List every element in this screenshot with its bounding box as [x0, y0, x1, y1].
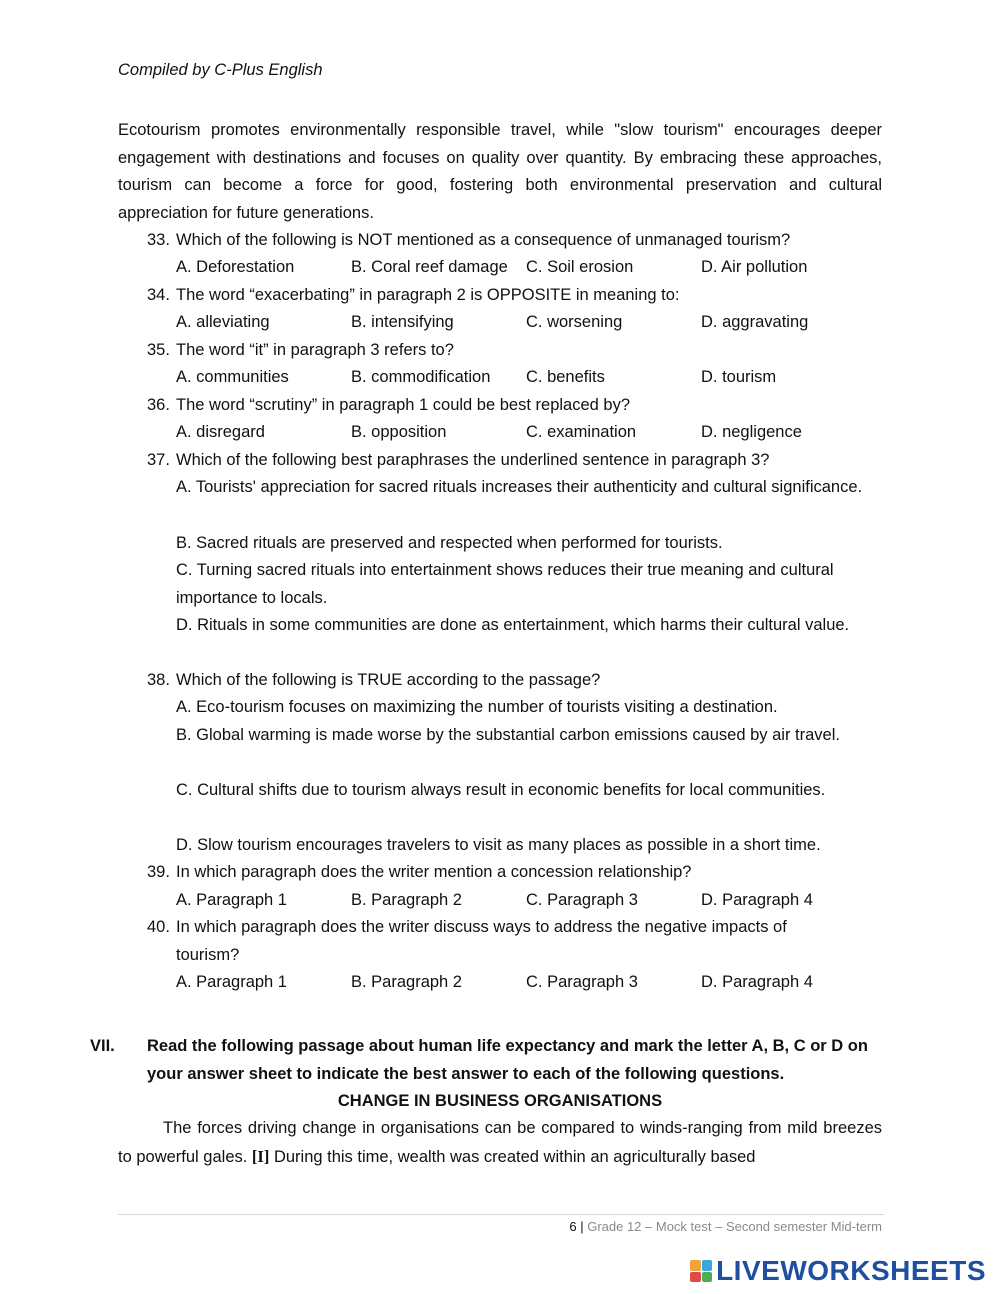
section-number: VII. — [90, 1037, 115, 1055]
question-number: 39. — [147, 863, 170, 881]
option-c[interactable]: C. Turning sacred rituals into entertainment shows reduces their true meaning and cultural importance to locals. — [176, 561, 834, 607]
option-b[interactable]: B. Sacred rituals are preserved and respected when performed for tourists. — [176, 534, 723, 552]
option-a[interactable]: A. alleviating — [176, 313, 270, 331]
intro-paragraph: Ecotourism promotes environmentally responsible travel, while "slow tourism" encourages deeper engagement with destinations and focuses on quality over quantity. By embracing these approaches, tourism can become a force for good, fostering both environmental preservation and cultural appreciation for future generations. — [118, 121, 882, 222]
question-text: Which of the following best paraphrases the underlined sentence in paragraph 3? — [176, 451, 770, 469]
footer-separator: | — [580, 1219, 584, 1234]
section-instruction: Read the following passage about human life expectancy and mark the letter A, B, C or D on your answer sheet to indicate the best answer to each of the following questions. — [147, 1037, 868, 1083]
question-37 — [147, 447, 877, 475]
question-text: Which of the following is TRUE according to the passage? — [176, 671, 601, 689]
option-d[interactable]: D. Air pollution — [701, 258, 808, 276]
passage-start: The forces driving change in organisations can be compared to winds-ranging from mild breezes to powerful gales. — [118, 1119, 882, 1166]
liveworksheets-logo-icon — [690, 1260, 712, 1282]
option-c[interactable]: C. Cultural shifts due to tourism always result in economic benefits for local communities. — [176, 781, 826, 799]
option-b[interactable]: B. intensifying — [351, 313, 454, 331]
page-footer — [569, 1219, 882, 1234]
option-b[interactable]: B. Paragraph 2 — [351, 891, 462, 909]
option-d[interactable]: D. Slow tourism encourages travelers to visit as many places as possible in a short time. — [176, 836, 821, 854]
option-a[interactable]: A. disregard — [176, 423, 265, 441]
option-a[interactable]: A. Paragraph 1 — [176, 973, 287, 991]
option-c[interactable]: C. Paragraph 3 — [526, 973, 638, 991]
question-36 — [147, 392, 877, 420]
passage-title: CHANGE IN BUSINESS ORGANISATIONS — [337, 1092, 663, 1110]
question-number: 34. — [147, 286, 170, 304]
question-33 — [147, 227, 877, 255]
option-b[interactable]: B. Coral reef damage — [351, 258, 508, 276]
question-40 — [147, 914, 847, 969]
options-39 — [176, 887, 876, 915]
option-d[interactable]: D. negligence — [701, 423, 802, 441]
question-number: 40. — [147, 918, 170, 936]
page-number: 6 — [569, 1219, 577, 1234]
option-a[interactable]: A. Deforestation — [176, 258, 295, 276]
option-a[interactable]: A. Tourists' appreciation for sacred rituals increases their authenticity and cultural significance. — [176, 478, 863, 496]
brand-name: LIVEWORKSHEETS — [716, 1255, 986, 1286]
question-number: 38. — [147, 671, 170, 689]
question-38 — [147, 667, 877, 695]
passage-text — [118, 1115, 882, 1171]
option-a[interactable]: A. communities — [176, 368, 289, 386]
options-34 — [176, 309, 876, 337]
option-a[interactable]: A. Paragraph 1 — [176, 891, 287, 909]
options-36 — [176, 419, 876, 447]
question-number: 36. — [147, 396, 170, 414]
option-c[interactable]: C. worsening — [526, 313, 623, 331]
option-b[interactable]: B. opposition — [351, 423, 447, 441]
question-number: 37. — [147, 451, 170, 469]
liveworksheets-brand[interactable] — [690, 1255, 986, 1287]
options-33 — [176, 254, 876, 282]
question-34 — [147, 282, 877, 310]
option-d[interactable]: D. aggravating — [701, 313, 809, 331]
question-text: The word “scrutiny” in paragraph 1 could be best replaced by? — [176, 396, 630, 414]
passage-rest: During this time, wealth was created within an agriculturally based — [273, 1147, 756, 1166]
option-b[interactable]: B. Global warming is made worse by the substantial carbon emissions caused by air travel. — [176, 726, 840, 744]
option-b[interactable]: B. commodification — [351, 368, 491, 386]
option-c[interactable]: C. benefits — [526, 368, 605, 386]
option-c[interactable]: C. Paragraph 3 — [526, 891, 638, 909]
option-c[interactable]: C. Soil erosion — [526, 258, 634, 276]
option-d[interactable]: D. Paragraph 4 — [701, 891, 813, 909]
footer-divider — [118, 1214, 884, 1215]
options-35 — [176, 364, 876, 392]
option-c[interactable]: C. examination — [526, 423, 637, 441]
question-35 — [147, 337, 877, 365]
options-40 — [176, 969, 876, 997]
question-text: In which paragraph does the writer discuss ways to address the negative impacts of tourism? — [176, 918, 787, 964]
question-text: The word “it” in paragraph 3 refers to? — [176, 341, 454, 359]
question-text: In which paragraph does the writer mention a concession relationship? — [176, 863, 692, 881]
footer-label: Grade 12 – Mock test – Second semester Mid-term — [587, 1219, 882, 1234]
question-text: The word “exacerbating” in paragraph 2 is OPPOSITE in meaning to: — [176, 286, 680, 304]
option-d[interactable]: D. Paragraph 4 — [701, 973, 813, 991]
question-text: Which of the following is NOT mentioned as a consequence of unmanaged tourism? — [176, 231, 791, 249]
option-d[interactable]: D. Rituals in some communities are done as entertainment, which harms their cultural value. — [176, 616, 850, 634]
option-a[interactable]: A. Eco-tourism focuses on maximizing the number of tourists visiting a destination. — [176, 698, 778, 716]
gap-marker-I: [I] — [251, 1146, 270, 1166]
question-number: 33. — [147, 231, 170, 249]
question-39 — [147, 859, 877, 887]
question-number: 35. — [147, 341, 170, 359]
compiled-by-header: Compiled by C-Plus English — [118, 61, 323, 79]
option-b[interactable]: B. Paragraph 2 — [351, 973, 462, 991]
option-d[interactable]: D. tourism — [701, 368, 777, 386]
